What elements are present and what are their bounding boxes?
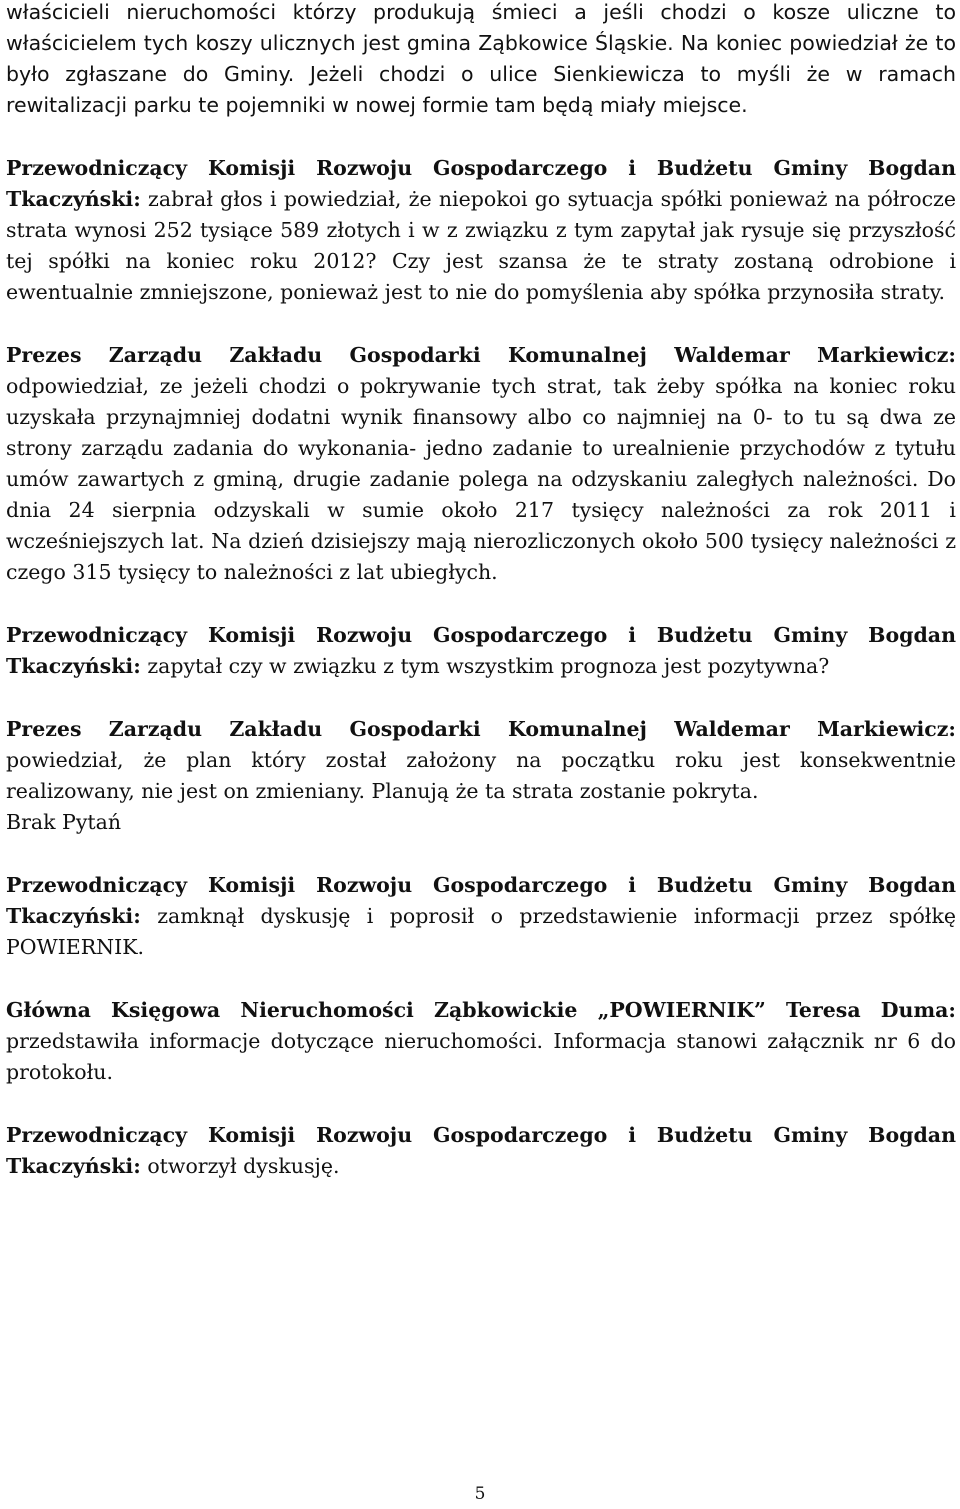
paragraph-text: otworzył dyskusję. xyxy=(140,1154,340,1178)
page-number: 5 xyxy=(474,1484,486,1504)
paragraph xyxy=(6,153,956,308)
paragraph-gap xyxy=(6,588,956,620)
speaker-name: Główna Księgowa Nieruchomości Ząbkowickie „POWIERNIK” Teresa Duma: xyxy=(6,998,956,1022)
paragraph-text: zabrał głos i powiedział, że niepokoi go sytuacja spółki ponieważ na półrocze strata wynosi 252 tysiące 589 złotych i w z związku z tym zapytał jak rysuje się przyszłość tej spółki na koniec roku 2012? Czy jest szansa że te straty zostaną odrobione i ewentualnie zmniejszone, ponieważ jest to nie do pomyślenia aby spółka przynosiła straty. xyxy=(6,187,956,304)
paragraph-gap xyxy=(6,1088,956,1120)
paragraph-text: odpowiedział, ze jeżeli chodzi o pokrywanie tych strat, tak żeby spółka na koniec roku uzyskała przynajmniej dodatni wynik finansowy albo co najmniej na 0- to tu są dwa ze strony zarządu zadania do wykonania- jedno zadanie to urealnienie przychodów z tytułu umów zawartych z gminą, drugie zadanie polega na odzyskaniu zaległych należności. Do dnia 24 sierpnia odzyskali w sumie około 217 tysięcy należności za rok 2011 i wcześniejszych lat. Na dzień dzisiejszy mają nierozliczonych około 500 tysięcy należności z czego 315 tysięcy to należności z lat ubiegłych. xyxy=(6,374,956,584)
speaker-name: Przewodniczący Komisji Rozwoju Gospodarczego i Budżetu Gminy Bogdan Tkaczyński: xyxy=(6,1123,956,1178)
paragraph xyxy=(6,340,956,588)
paragraph-gap xyxy=(6,121,956,153)
paragraph-text: zamknął dyskusję i poprosił o przedstawienie informacji przez spółkę POWIERNIK. xyxy=(6,904,956,959)
paragraph-text: przedstawiła informacje dotyczące nieruchomości. Informacja stanowi załącznik nr 6 do protokołu. xyxy=(6,1029,956,1084)
paragraph xyxy=(6,714,956,807)
paragraph-gap xyxy=(6,308,956,340)
paragraph-gap xyxy=(6,963,956,995)
paragraph-text: zapytał czy w związku z tym wszystkim prognoza jest pozytywna? xyxy=(140,654,830,678)
paragraph xyxy=(6,620,956,682)
paragraph xyxy=(6,1120,956,1182)
paragraph-gap xyxy=(6,838,956,870)
paragraph-text: powiedział, że plan który został założony na początku roku jest konsekwentnie realizowany, nie jest on zmieniany. Planują że ta strata zostanie pokryta. xyxy=(6,748,956,803)
speaker-name: Przewodniczący Komisji Rozwoju Gospodarczego i Budżetu Gminy Bogdan Tkaczyński: xyxy=(6,156,956,211)
speaker-name: Prezes Zarządu Zakładu Gospodarki Komunalnej Waldemar Markiewicz: xyxy=(6,343,956,367)
paragraph xyxy=(6,870,956,963)
speaker-name: Przewodniczący Komisji Rozwoju Gospodarczego i Budżetu Gminy Bogdan Tkaczyński: xyxy=(6,623,956,678)
speaker-name: Prezes Zarządu Zakładu Gospodarki Komunalnej Waldemar Markiewicz: xyxy=(6,717,956,741)
speaker-name: Przewodniczący Komisji Rozwoju Gospodarczego i Budżetu Gminy Bogdan Tkaczyński: xyxy=(6,873,956,928)
followup-line: Brak Pytań xyxy=(6,810,122,834)
intro-paragraph: właścicieli nieruchomości którzy produkują śmieci a jeśli chodzi o kosze uliczne to właścicielem tych koszy ulicznych jest gmina Ząbkowice Śląskie. Na koniec powiedział że to było zgłaszane do Gminy. Jeżeli chodzi o ulice Sienkiewicza to myśli że w ramach rewitalizacji parku te pojemniki w nowej formie tam będą miały miejsce. xyxy=(6,0,956,117)
paragraph xyxy=(6,995,956,1088)
paragraph-gap xyxy=(6,682,956,714)
document-page xyxy=(6,0,956,1182)
